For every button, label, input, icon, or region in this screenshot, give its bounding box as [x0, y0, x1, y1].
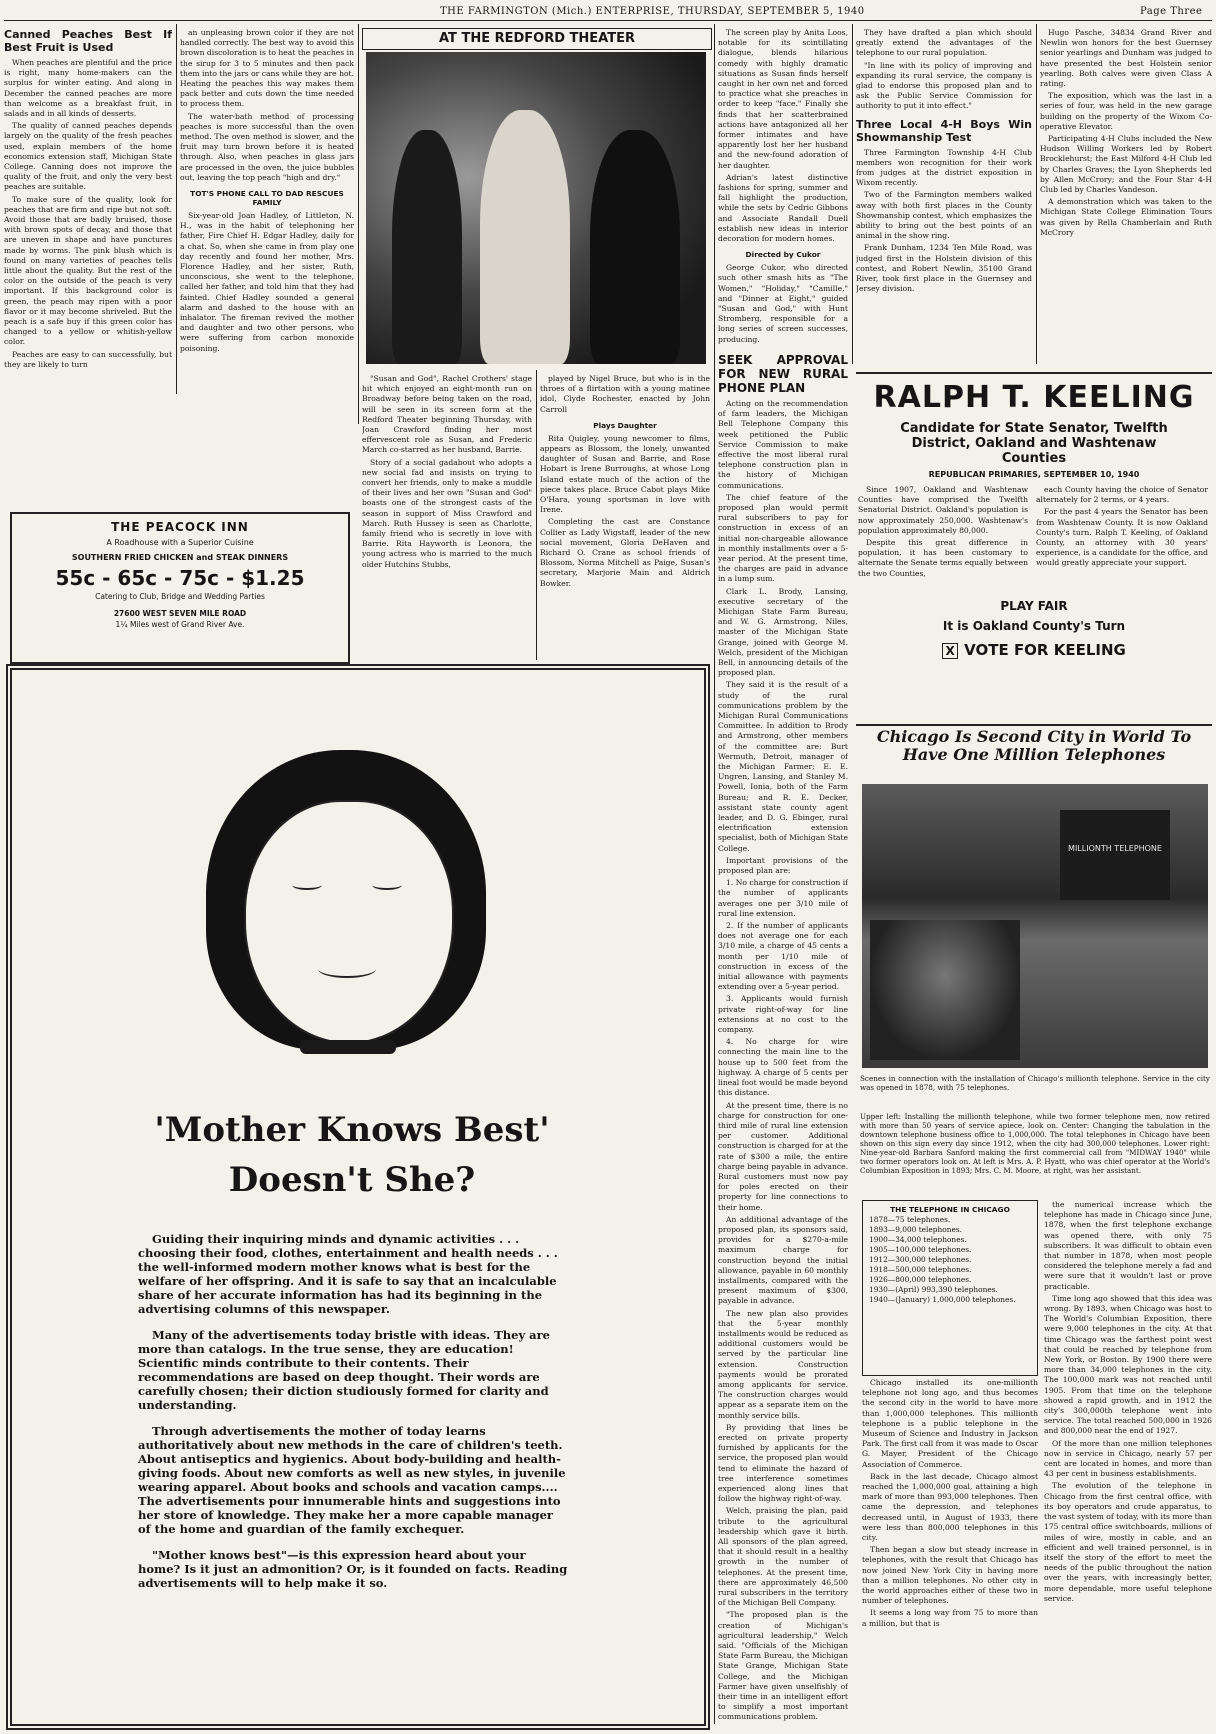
peacock-dinners: SOUTHERN FRIED CHICKEN and STEAK DINNERS	[71, 553, 289, 562]
fourh-headline: Three Local 4-H Boys Win Showmanship Test	[856, 117, 1032, 144]
mother-smile-icon	[318, 960, 376, 978]
peaches-paragraph: Peaches are easy to can successfully, but they are likely to turn	[4, 349, 172, 369]
mother-title-line2: Doesn't She?	[228, 1160, 476, 1200]
peacock-prices: 55c - 65c - 75c - $1.25	[55, 566, 305, 590]
redford-paragraph: "Susan and God", Rachel Crothers' stage hit which enjoyed an eight-month run on Broadway before being taken on the road, will be seen in its screen form at the Redford Theater beginning Thursday, with Joan Crawford finding her most effervescent role as Susan, and Frederic March co-starred as her husband, Barrie.	[362, 374, 532, 455]
fourh-paragraph: Three Farmington Township 4-H Club members won recognition for their work from judges at the district exposition in Wixom recently.	[856, 147, 1032, 188]
rural-paragraph: "The proposed plan is the creation of Michigan's agricultural leadership," Welch said. "Officials of the Michigan State Farm Bureau, the Michigan State Grange, Michigan State College, and the Michigan Farmer have given unselfishly of their time in an intelligent effort to simplify a most important communications problem.	[718, 1610, 848, 1722]
table-row: 1930—(April) 993,390 telephones.	[869, 1285, 998, 1294]
chicago-paragraph: The evolution of the telephone in Chicago from the first central office, with its boy operators and crude apparatus, to the vast system of today, with its more than 175 central office switchboards, millions of miles of wire, mostly in cable, and an efficient and well trained personnel, is in itself the story of the effort to meet the needs of the public throughout the nation over the years, with increasingly better, more dependable, more useful telephone service.	[1044, 1481, 1212, 1603]
table-row: 1940—(January) 1,000,000 telephones.	[869, 1295, 1016, 1304]
redford-article	[362, 374, 532, 658]
rural-paragraph: An additional advantage of the proposed plan, its sponsors said, provides for a $270-a-mile maximum charge for construction beyond the initial allowance, payable in 60 monthly installments, compared with the present maximum of $300, payable in advance.	[718, 1214, 848, 1306]
mother-eye-icon	[292, 880, 322, 890]
redford-subhead: Plays Daughter	[593, 420, 657, 430]
redford-paragraph: Rita Quigley, young newcomer to films, appears as Blossom, the lonely, unwanted daughter of Susan and Barrie, and Rose Hobart is Irene Burroughs, at whose Long Island estate much of the action of the piece takes place. Bruce Cabot plays Mike O'Hara, young sportsman in love with Irene.	[540, 433, 710, 515]
mother-eye-icon	[372, 880, 402, 890]
redford-paragraph: Completing the cast are Constance Collier as Lady Wigstaff, leader of the new social movement, Gloria DeHaven and Richard O. Crane as school friends of Blossom, Norma Mitchell as Paige, Susan's secretary, Marjorie Main and Aldrich Bowker.	[540, 517, 710, 588]
peaches-headline: Canned Peaches Best If Best Fruit is Used	[4, 28, 172, 54]
keeling-subtitle: Candidate for State Senator, Twelfth District, Oakland and Washtenaw Counties	[900, 421, 1168, 466]
table-row: 1878—75 telephones.	[869, 1215, 951, 1224]
rural-paragraph: At the present time, there is no charge for construction for one-third mile of rural line extension per customer. Additional construction is charged for at the rate of $300 a mile, the entire charge being payable in advance. Rural customers must now pay for poles erected on their property for line connections to their home.	[718, 1100, 848, 1212]
redford-paragraph: Story of a social gadabout who adopts a new social fad and insists on trying to convert her friends, only to make a muddle of their lives and her own "Susan and God" boasts one of the strongest casts of the season in support of Miss Crawford and March. Ruth Hussey is seen as Charlotte, family friend who is secretly in love with Barrie. Rita Hayworth is Leonora, the young actress who is married to the much older Hutchins Stubbs,	[362, 457, 532, 569]
chicago-article	[862, 1378, 1038, 1728]
rural-paragraph: Important provisions of the proposed plan are:	[718, 855, 848, 876]
peacock-directions: 1¼ Miles west of Grand River Ave.	[115, 620, 245, 629]
rural-continued	[856, 28, 1032, 366]
redford-paragraph: played by Nigel Bruce, but who is in the throes of a flirtation with a young matinee idol, Clyde Rochester, enacted by John Carroll	[540, 374, 710, 414]
keeling-paragraph: Since 1907, Oakland and Washtenaw Counties have comprised the Twelfth Senatorial District. Oakland's population is now approximately 250,000. Washtenaw's population approximately 80,000.	[858, 485, 1028, 535]
tot-headline: TOT'S PHONE CALL TO DAD RESCUES FAMILY	[190, 189, 344, 208]
keeling-paragraph: For the past 4 years the Senator has been from Washtenaw County. It is now Oakland County's turn. Ralph T. Keeling, of Oakland County, an attorney with 30 years' experience, is a candidate for the office, and would greatly appreciate your support.	[1036, 507, 1208, 568]
keeling-name: RALPH T. KEELING	[873, 380, 1195, 415]
table-title: THE TELEPHONE IN CHICAGO	[890, 1205, 1010, 1214]
actor-figure	[590, 130, 680, 364]
rural-paragraph: "In line with its policy of improving and expanding its rural service, the company is glad to endorse this proposed plan and to ask the Public Service Commission for authority to put it into effect."	[856, 60, 1032, 111]
column-rule	[714, 24, 715, 1724]
masthead-rule	[4, 20, 1212, 21]
rural-paragraph: 2. If the number of applicants does not average one for each 3/10 mile, a charge of 45 cents a month per 1/10 mile of construction in excess of the initial allowance with payments extending over a 5-year period.	[718, 921, 848, 992]
chicago-caption-detail: Upper left: Installing the millionth telephone, while two former telephone men, now retired with more than 50 years of service apiece, look on. Center: Changing the tabulation in the downtown telephone business office to 1,000,000. The total telephones in Chicago have been shown on this sign every day since 1912, when the city had 300,000 telephones. Lower right: Nine-year-old Barbara Sanford making the first commercial call from "MIDWAY 1940" while two former operators look on. At left is Mrs. A. P. Hyatt, who was chief operator at the World's Columbian Exposition in 1893; Mrs. C. M. Moore, at right, was her assistant.	[860, 1112, 1210, 1175]
masthead-paper: THE FARMINGTON (Mich.) ENTERPRISE, THURSDAY, SEPTEMBER 5, 1940	[440, 6, 865, 17]
column-rule	[1036, 24, 1037, 364]
actress-figure	[392, 130, 462, 364]
keeling-primaries: REPUBLICAN PRIMARIES, SEPTEMBER 10, 1940	[928, 470, 1140, 479]
fourh-paragraph: Hugo Pasche, 34834 Grand River and Newlin won honors for the best Guernsey senior yearlings and Dunham was judged to have presented the best Holstein senior yearling. Both calves were given Class A rating.	[1040, 28, 1212, 89]
millionth-telephone-sign: MILLIONTH TELEPHONE	[1060, 810, 1170, 900]
rural-paragraph: 4. No charge for wire connecting the main line to the house up to 500 feet from the highway. A charge of 5 cents per lineal foot would be made beyond this distance.	[718, 1037, 848, 1098]
rural-paragraph: 3. Applicants would furnish private right-of-way for line extensions at no cost to the company.	[718, 994, 848, 1035]
peacock-subtitle: A Roadhouse with a Superior Cuisine	[106, 538, 254, 547]
keeling-col-left	[858, 485, 1028, 595]
table-row: 1905—100,000 telephones.	[869, 1245, 972, 1254]
table-row: 1893—9,000 telephones.	[869, 1225, 963, 1234]
fourh-paragraph: Participating 4-H Clubs included the New Hudson Willing Workers led by Robert Brocklehurst; the East Milford 4-H Club led by Charles Graves; the Lyon Shepherds led by Allen McCrory; and the Four Star 4-H Club led by Charles Vandeson.	[1040, 134, 1212, 195]
peaches-paragraph: When peaches are plentiful and the price is right, many home-makers can the surplus for winter eating. And along in December the canned peaches are more than welcome as a breakfast fruit, in salads and in all kinds of desserts.	[4, 58, 172, 119]
chicago-article-continued	[1044, 1200, 1212, 1728]
peaches-paragraph: The water-bath method of processing peaches is more successful than the oven method. The oven method is slower, and the fruit may turn brown before it is heated through. Also, when peaches in glass jars are processed in the oven, the juice bubbles out, leaving the top peach "high and dry."	[180, 111, 354, 182]
column-rule	[536, 370, 537, 660]
table-row: 1900—34,000 telephones.	[869, 1235, 967, 1244]
peaches-paragraph: To make sure of the quality, look for peaches that are firm and ripe but not soft. Avoid those that are badly bruised, those with brown spots of decay, and those that are uneven in shape and have punctures made by worms. The pink blush which is found on many varieties of peaches tells little about the quality. But the rest of the color on the outside of the peach is very important. If this background color is green, the peach may ripen with a poor flavor or it may become shriveled. But the peach is a safe buy if this green color has changed to a yellow or whitish-yellow color.	[4, 194, 172, 347]
redford-paragraph: Adrian's latest distinctive fashions for spring, summer and fall highlight the production, while the sets by Cedric Gibbons and Associate Randall Duell establish new ideas in interior decoration for modern homes.	[718, 172, 848, 244]
telephone-history-table	[862, 1200, 1038, 1376]
chicago-headline: Chicago Is Second City in World To Have One Million Telephones	[876, 727, 1192, 764]
peaches-article	[4, 28, 172, 502]
keeling-turn: It is Oakland County's Turn	[942, 619, 1126, 633]
table-row: 1918—500,000 telephones.	[869, 1265, 972, 1274]
table-row: 1926—800,000 telephones.	[869, 1275, 972, 1284]
crowd-scene	[870, 920, 1020, 1060]
rural-paragraph: Welch, praising the plan, paid tribute to the agricultural leadership which gave it birth. All sponsors of the plan agreed, that it should result in a healthy growth in the number of telephones. At the present time, there are approximately 46,500 rural subscribers in the territory of the Michigan Bell Company.	[718, 1506, 848, 1608]
redford-paragraph: The screen play by Anita Loos, notable for its scintillating dialogue, blends hilarious comedy with highly dramatic situations as Susan finds herself caught in her own net and forced to practice what she preaches in order to keep "face." Finally she finds that her scatterbrained actions have antagonized all her former intimates and have apparently lost her her husband and the new-found adoration of her daughter.	[718, 28, 848, 170]
fourh-paragraph: The exposition, which was the last in a series of four, was held in the new garage building on the property of the Wixom Co-operative Elevator.	[1040, 91, 1212, 131]
chicago-paragraph: Then began a slow but steady increase in telephones, with the result that Chicago has now joined New York City in having more than a million telephones. No other city in the world approaches either of these two in number of telephones.	[862, 1545, 1038, 1606]
rural-column	[718, 28, 848, 1728]
peacock-inn-ad	[10, 512, 350, 664]
chicago-caption: Scenes in connection with the installation of Chicago's millionth telephone. Service in the city was opened in 1878, with 75 telephones.	[860, 1074, 1210, 1092]
column-rule	[358, 24, 359, 424]
chicago-paragraph: Back in the last decade, Chicago almost reached the 1,000,000 goal, attaining a high mark of more than 993,000 telephones. Then came the depression, and telephones decreased until, in August of 1933, there were less than 800,000 telephones in this city.	[862, 1471, 1038, 1543]
redford-paragraph: George Cukor, who directed such other smash hits as "The Women," "Holiday," "Camille," and "Dinner at Eight," guided "Susan and God," with Hunt Stromberg, responsible for a long series of screen successes, producing.	[718, 263, 848, 344]
rural-paragraph: They said it is the result of a study of the rural communications problem by the Michigan Rural Communications Committee. In addition to Brody and Armstrong, other members of the committee are: Burt Wermuth, Detroit, manager of the Michigan Farmer; E. E. Ungren, Lansing, and Stanley M. Powell, Ionia, both of the Farm Bureau; and R. E. Decker, assistant state county agent leader, and D. G. Ebinger, rural electrification extension specialist, both of Michigan State College.	[718, 680, 848, 853]
mother-paragraph: Many of the advertisements today bristle with ideas. They are more than catalogs. In the true sense, they are education! Scientific minds contribute to their contents. Their recommendations are based on deep thought. Their words are carefully chosen; their diction studiously formed for clarity and understanding.	[138, 1328, 550, 1412]
mother-title-line1: 'Mother Knows Best'	[154, 1110, 550, 1150]
rural-paragraph: Clark L. Brody, Lansing, executive secretary of the Michigan State Farm Bureau, and W. G. Armstrong, Niles, master of the Michigan State Grange, joined with George M. Welch, president of the Michigan Bell, in announcing details of the proposed plan.	[718, 586, 848, 678]
mother-paragraph: Guiding their inquiring minds and dynamic activities . . . choosing their food, clothes, entertainment and health needs . . . the well-informed modern mother knows what is best for the welfare of her offspring. And it is safe to say that an incalculable share of her accurate information has had its beginning in the advertising columns of this newspaper.	[138, 1232, 558, 1316]
peaches-continued	[180, 28, 354, 502]
keeling-ad	[856, 372, 1212, 726]
tot-paragraph: Six-year-old Joan Hadley, of Littleton, N. H., was in the habit of telephoning her father, Fire Chief H. Edgar Hadley, daily for a chat. So, when she came in from play one day recently and found her mother, Mrs. Florence Hadley, and her sister, Ruth, unconscious, she went to the telephone, called her father, and told him that they had fainted. Chief Hadley sounded a general alarm and dashed to the house with an inhalator. The fireman revived the mother and daughter and two other persons, who were suffering from carbon monoxide poisoning.	[180, 211, 354, 353]
actress-figure	[480, 110, 570, 364]
page-number: Page Three	[1140, 6, 1203, 17]
keeling-play-fair: PLAY FAIR	[1000, 599, 1068, 613]
ballot-box-icon: X	[942, 643, 958, 659]
keeling-col-right	[1036, 485, 1208, 595]
chicago-paragraph: Chicago installed its one-millionth telephone not long ago, and thus becomes the second city in the world to have more than 1,000,000 telephones. This millionth telephone is a public telephone in the Museum of Science and Industry in Jackson Park. The first call from it was made to Oscar G. Mayer, President of the Chicago Association of Commerce.	[862, 1378, 1038, 1469]
fourh-paragraph: Two of the Farmington members walked away with both first places in the County Showmanship contest, which emphasizes the ability to bring out the best points of an animal in the show ring.	[856, 190, 1032, 241]
peacock-title: THE PEACOCK INN	[111, 520, 249, 534]
redford-article-continued	[540, 374, 710, 658]
mother-collar	[300, 1040, 396, 1054]
keeling-vote-text: VOTE FOR KEELING	[964, 641, 1126, 659]
redford-headline: AT THE REDFORD THEATER	[362, 28, 712, 50]
redford-subhead: Directed by Cukor	[745, 250, 821, 260]
peacock-address: 27600 WEST SEVEN MILE ROAD	[113, 609, 247, 618]
mother-ad-copy	[138, 1232, 568, 1702]
fourh-paragraph: Frank Dunham, 1234 Ten Mile Road, was judged first in the Holstein division of this contest, and Robert Newlin, 35100 Grand River, took first place in the Guernsey and Jersey division.	[856, 243, 1032, 294]
rural-paragraph: The chief feature of the proposed plan would permit rural subscribers to pay for construction in excess of an initial non-chargeable allowance in monthly installments over a 5-year period. At the present time, the charges are paid in advance in a lump sum.	[718, 492, 848, 584]
table-row: 1912—300,000 telephones.	[869, 1255, 972, 1264]
fourh-continued	[1040, 28, 1212, 366]
mother-paragraph: "Mother knows best"—is this expression heard about your home? Is it just an admonition? Or, is it founded on facts. Reading advertisements will to help make it so.	[138, 1548, 568, 1590]
keeling-paragraph: each County having the choice of Senator alternately for 2 terms, or 4 years.	[1036, 485, 1208, 505]
rural-paragraph: They have drafted a plan which should greatly extend the advantages of the telephone to our rural population.	[856, 28, 1032, 58]
mother-paragraph: Through advertisements the mother of today learns authoritatively about new methods in the care of children's teeth. About antiseptics and hygienics. About body-building and health-giving foods. About new comforts as well as new styles, in juvenile wearing apparel. About books and schools and vacation camps.... The advertisements pour innumerable hints and suggestions into her store of knowledge. They make her a more capable manager of the home and guardian of the family exchequer.	[138, 1424, 566, 1536]
mother-face	[244, 800, 454, 1044]
keeling-paragraph: Despite this great difference in population, it has been customary to alternate the Senate terms equally between the two Counties,	[858, 538, 1028, 578]
peacock-catering: Catering to Club, Bridge and Wedding Parties	[95, 592, 265, 601]
peaches-paragraph: an unpleasing brown color if they are not handled correctly. The best way to avoid this brown discoloration is to heat the peaches in the sirup for 3 to 5 minutes and then pack them into the jars or cans while they are hot. Heating the peaches this way makes them pack better and cuts down the time needed to process them.	[180, 28, 354, 109]
chicago-paragraph: It seems a long way from 75 to more than a million, but that is	[862, 1608, 1038, 1628]
column-rule	[176, 24, 177, 394]
rural-headline: SEEK APPROVAL FOR NEW RURAL PHONE PLAN	[718, 352, 848, 395]
chicago-paragraph: Of the more than one million telephones now in service in Chicago, nearly 57 per cent are located in homes, and more than 43 per cent in business establishments.	[1044, 1438, 1212, 1479]
rural-paragraph: 1. No charge for construction if the number of applicants averages one per 3/10 mile of rural line extension.	[718, 878, 848, 918]
rural-paragraph: Acting on the recommendation of farm leaders, the Michigan Bell Telephone Company this week petitioned the Public Service Commission to make effective the most liberal rural telephone construction plan in the history of Michigan communications.	[718, 398, 848, 490]
chicago-paragraph: Time long ago showed that this idea was wrong. By 1893, when Chicago was host to The World's Columbian Exposition, there were 9,000 telephones in the city. At that time Chicago was the farthest point west that could be reached by telephone from New York, or Boston. By 1900 there were more than 34,000 telephones in the city. The 100,000 mark was not reached until 1905. From that time on the telephone showed a rapid growth, and in 1912 the city's 300,000th telephone went into service. The total reached 500,000 in 1926 and 800,000 near the end of 1927.	[1044, 1293, 1212, 1436]
keeling-vote	[856, 641, 1212, 659]
keeling-body	[856, 485, 1212, 595]
peaches-paragraph: The quality of canned peaches depends largely on the quality of the fresh peaches used, explain members of the home economics extension staff, Michigan State College. Canning does not improve the quality of the fruit, and only the very best peaches are suitable.	[4, 121, 172, 192]
fourh-paragraph: A demonstration which was taken to the Michigan State College Elimination Tours was given by Rella Chamberlain and Ruth McCrory	[1040, 197, 1212, 237]
rural-paragraph: The new plan also provides that the 5-year monthly installments would be reduced as additional customers would be served by the particular line extension. Construction payments would be prorated among applicants for service. The construction charges would appear as a separate item on the monthly service bills.	[718, 1308, 848, 1420]
column-rule	[852, 24, 853, 364]
rural-paragraph: By providing that lines be erected on private property furnished by applicants for the service, the proposed plan would tend to eliminate the hazard of tree interference sometimes experienced along lines that follow the highway right-of-way.	[718, 1422, 848, 1504]
chicago-paragraph: the numerical increase which the telephone has made in Chicago since June, 1878, when the first telephone exchange was opened there, with only 75 subscribers. It was difficult to obtain even that number in 1878, when most people considered the telephone merely a fad and were sure that it wouldn't last or prove practicable.	[1044, 1200, 1212, 1291]
